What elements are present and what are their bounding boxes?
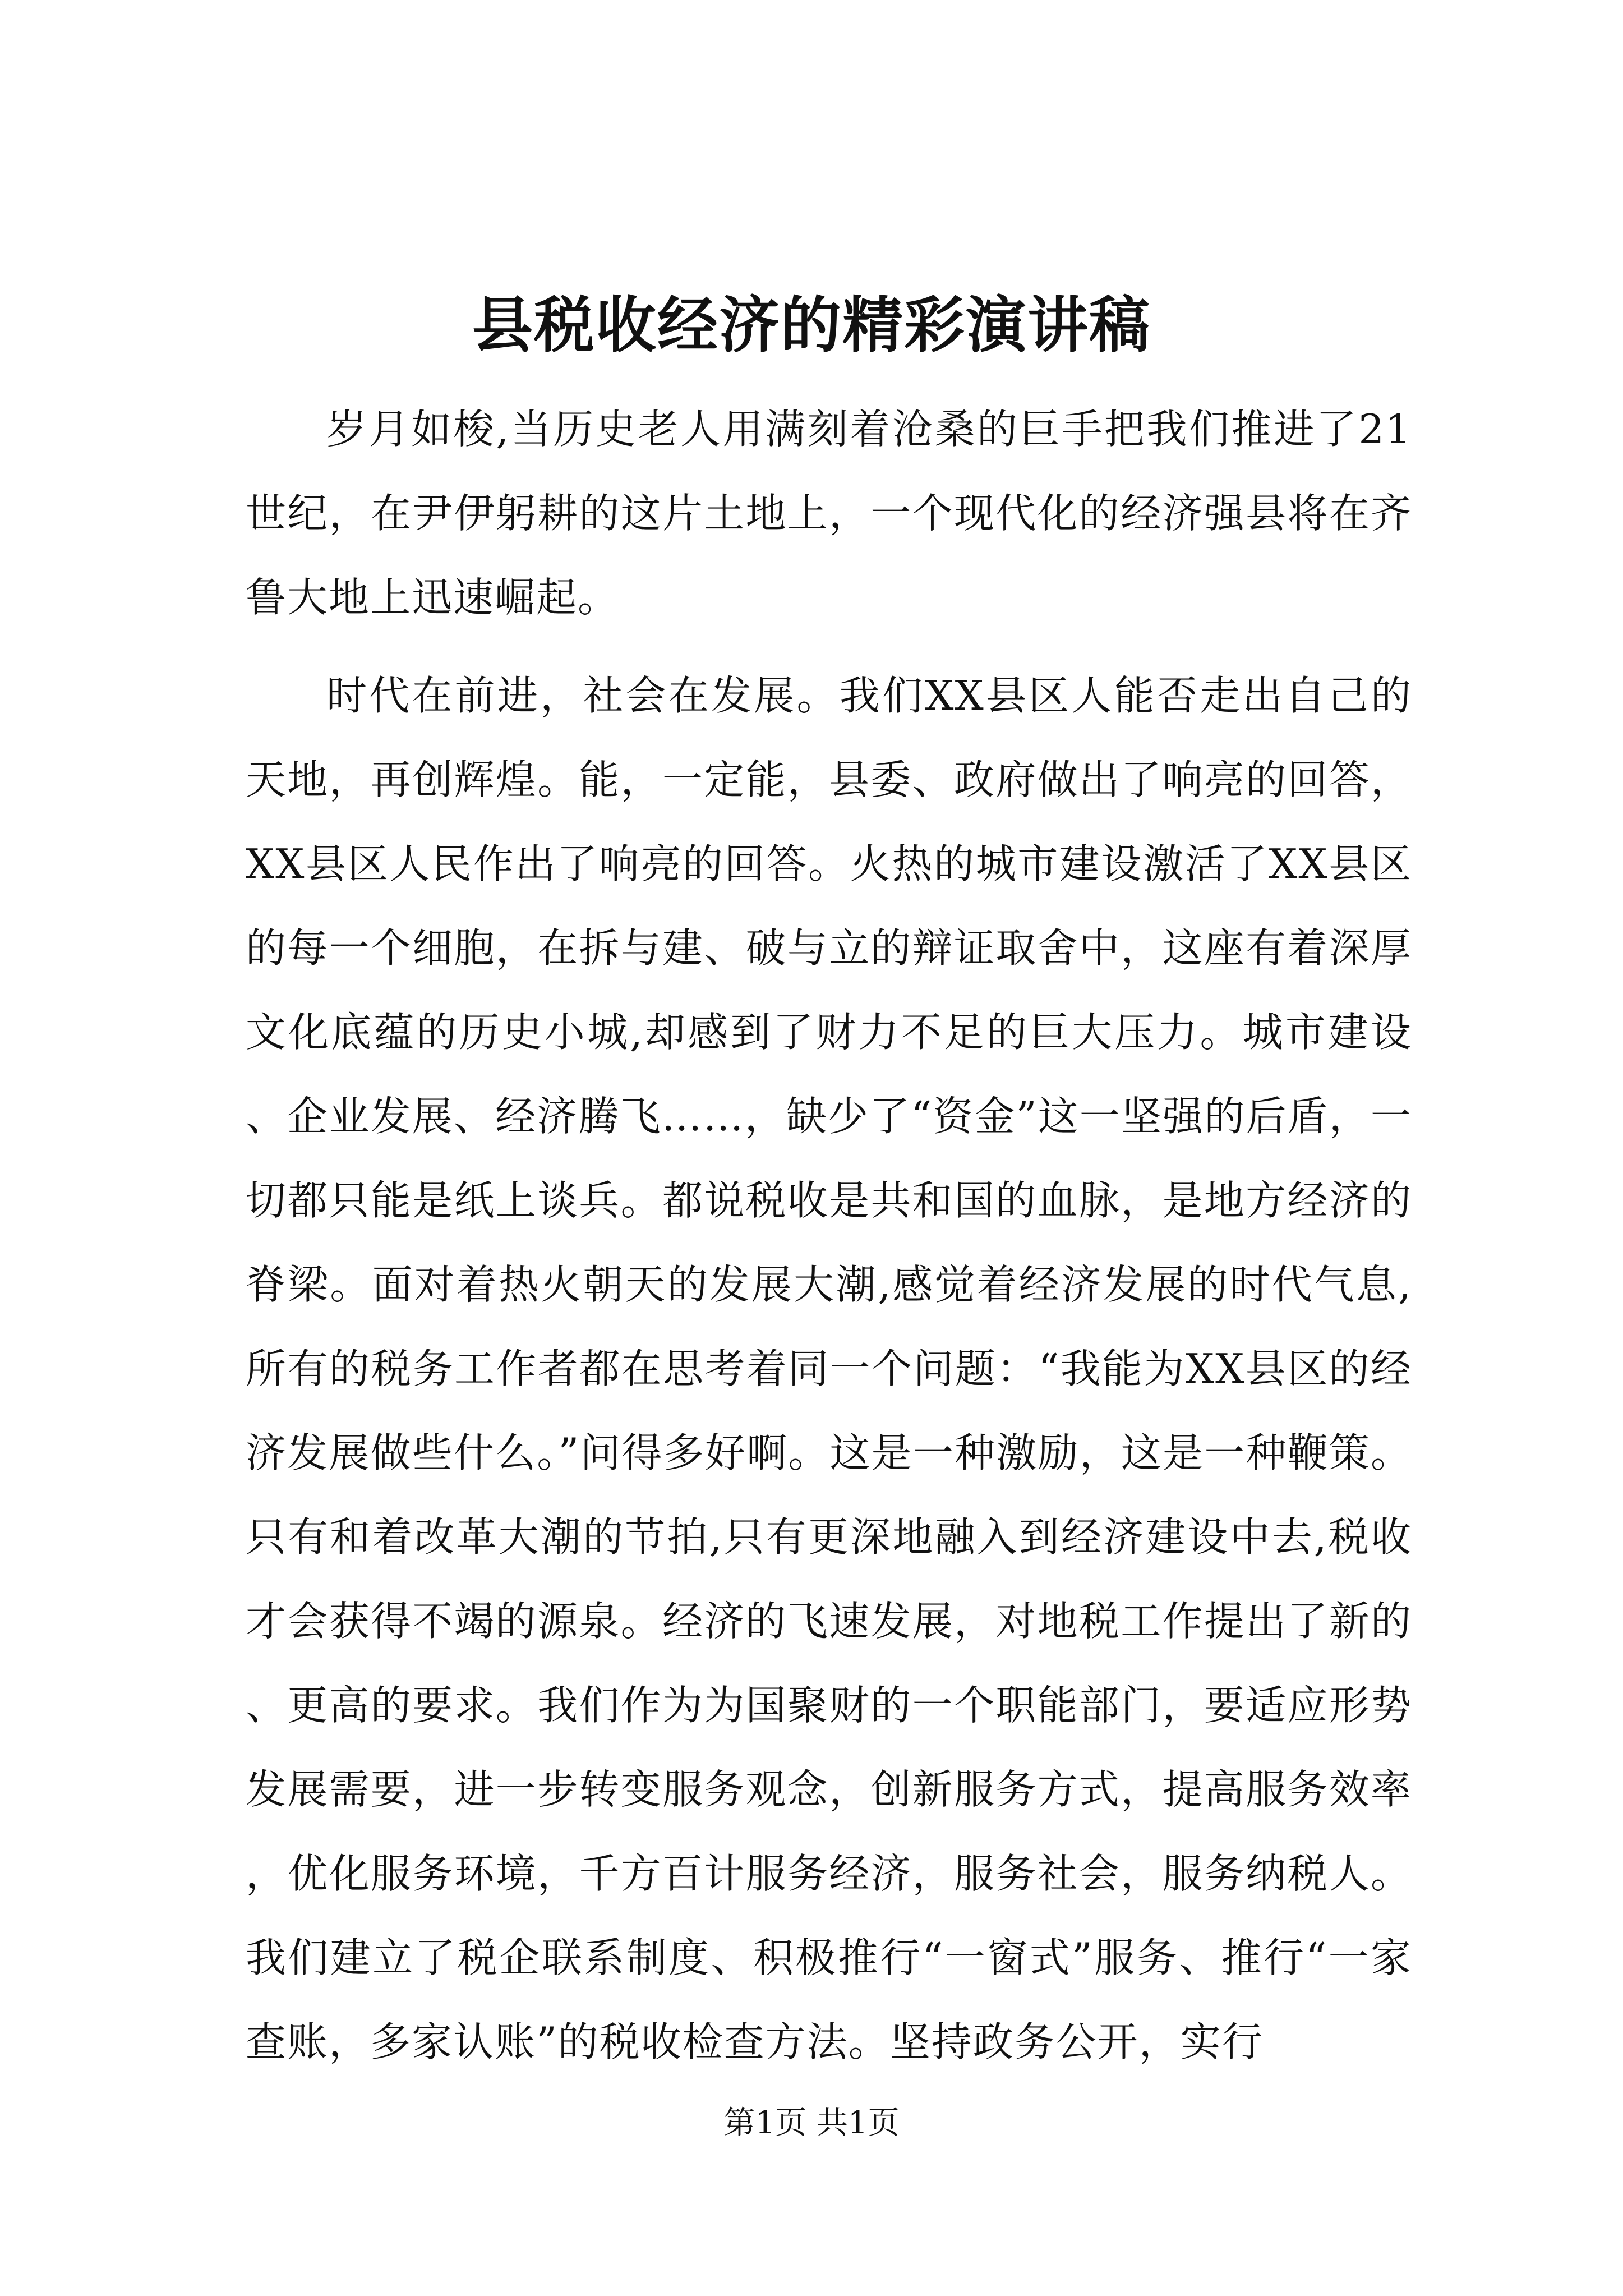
document-title: 县税收经济的精彩演讲稿 (472, 290, 1151, 361)
paragraph-2: 时代在前进，社会在发展。我们XX县区人能否走出自己的天地，再创辉煌。能，一定能，县委、政府做出了响亮的回答，XX县区人民作出了响亮的回答。火热的城市建设激活了XX县区的每一个细胞，在拆与建、破与立的辩证取舍中，这座有着深厚文化底蕴的历史小城,却感到了财力不足的巨大压力。城市建设、企业发展、经济腾飞……，缺少了“资金”这一坚强的后盾，一切都只能是纸上谈兵。都说税收是共和国的血脉，是地方经济的脊梁。面对着热火朝天的发展大潮,感觉着经济发展的时代气息,所有的税务工作者都在思考着同一个问题：“我能为XX县区的经济发展做些什么。”问得多好啊。这是一种激励，这是一种鞭策。只有和着改革大潮的节拍,只有更深地融入到经济建设中去,税收才会获得不竭的源泉。经济的飞速发展，对地税工作提出了新的、更高的要求。我们作为为国聚财的一个职能部门，要适应形势发展需要，进一步转变服务观念，创新服务方式，提高服务效率，优化服务环境，千方百计服务经济，服务社会，服务纳税人。我们建立了税企联系制度、积极推行“一窗式”服务、推行“一家查账，多家认账”的税收检查方法。坚持政务公开，实行 (246, 672, 1412, 2065)
document-body (246, 387, 1412, 2084)
paragraph-1: 岁月如梭,当历史老人用满刻着沧桑的巨手把我们推进了21世纪，在尹伊躬耕的这片土地上，一个现代化的经济强县将在齐鲁大地上迅速崛起。 (246, 406, 1412, 621)
page-footer: 第1页 共1页 (723, 2105, 900, 2141)
